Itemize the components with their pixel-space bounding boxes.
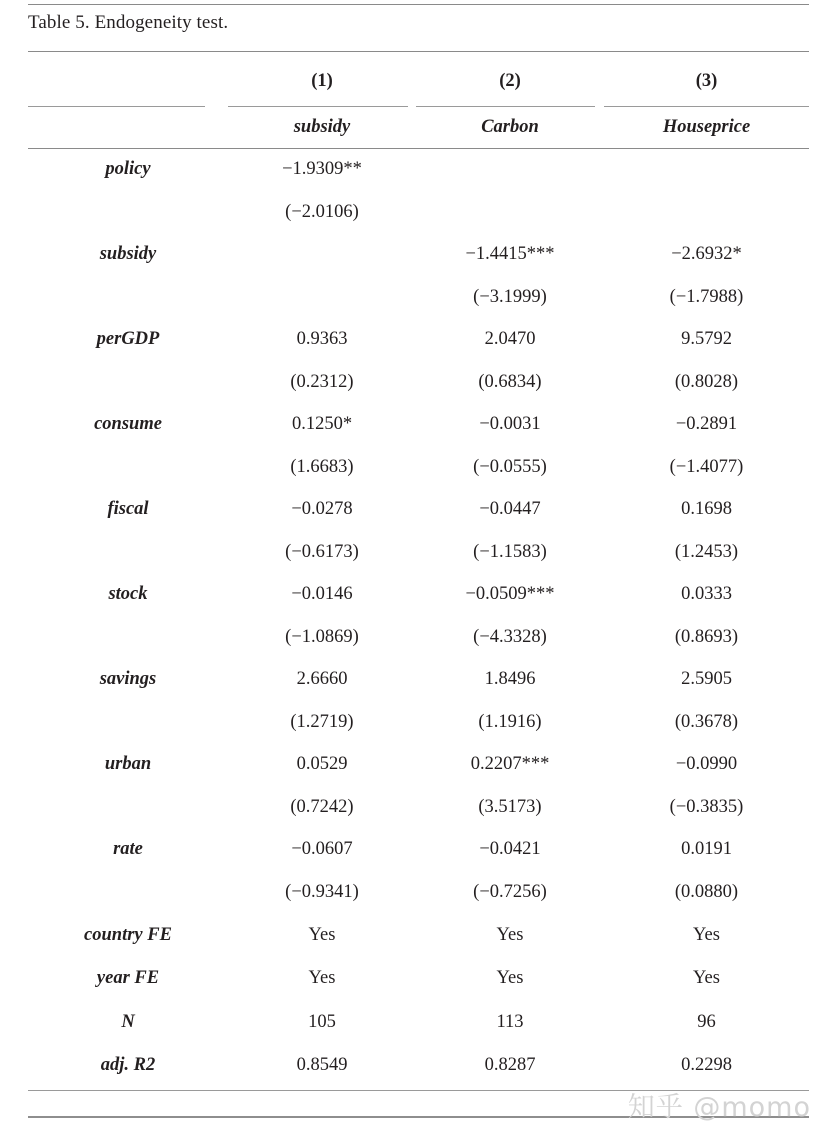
cell-pergdp-3: 9.5792 [681, 329, 732, 349]
row-label-n: N [121, 1011, 135, 1032]
cell-n-1: 105 [308, 1011, 336, 1032]
cell-year-fe-3: Yes [693, 968, 720, 988]
table-row [28, 148, 809, 191]
table-row [28, 828, 809, 871]
cell-savings-3: 2.5905 [681, 669, 732, 689]
table-row [28, 403, 809, 446]
cell-adj-r2-1: 0.8549 [296, 1055, 348, 1075]
column-name-carbon: Carbon [481, 116, 539, 137]
cell-urban-se-1: (0.7242) [290, 796, 354, 817]
cell-stock-1: −0.0146 [291, 584, 353, 604]
row-label-policy: policy [105, 159, 151, 179]
cell-rate-se-3: (0.0880) [674, 881, 739, 902]
cell-rate-2: −0.0421 [479, 839, 541, 859]
row-label-pergdp: perGDP [96, 329, 160, 349]
cell-adj-r2-2: 0.8287 [484, 1055, 536, 1075]
cell-fiscal-se-1: (−0.6173) [285, 541, 359, 562]
table-row [28, 743, 809, 786]
cell-fiscal-1: −0.0278 [291, 499, 353, 519]
column-name-subsidy: subsidy [293, 116, 351, 137]
cell-year-fe-2: Yes [496, 968, 524, 988]
cell-urban-3: −0.0990 [675, 754, 738, 774]
cell-year-fe-1: Yes [308, 968, 336, 988]
cell-stock-se-1: (−1.0869) [285, 626, 359, 647]
cell-stock-se-3: (0.8693) [674, 626, 739, 647]
cell-country-fe-3: Yes [693, 924, 720, 945]
table-row-se [28, 786, 809, 829]
row-label-savings: savings [99, 669, 157, 689]
cell-adj-r2-3: 0.2298 [681, 1055, 732, 1075]
rule-top [28, 4, 809, 5]
cell-fiscal-3: 0.1698 [681, 499, 732, 519]
cell-subsidy-3: −2.6932* [671, 244, 742, 264]
column-header-1: (1) [311, 70, 333, 91]
table-row [28, 658, 809, 701]
row-label-urban: urban [104, 754, 152, 774]
table-row-se [28, 871, 809, 914]
row-label-country-fe: country FE [84, 924, 172, 945]
rule-bottom-thin [28, 1090, 809, 1091]
cell-rate-3: 0.0191 [681, 839, 732, 859]
table-row-se [28, 701, 809, 744]
column-name-houseprice: Houseprice [662, 116, 751, 137]
cell-rate-se-2: (−0.7256) [473, 881, 547, 902]
table-row-se [28, 616, 809, 659]
table-row-se [28, 446, 809, 489]
table-row [28, 1044, 809, 1088]
row-label-fiscal: fiscal [107, 499, 149, 519]
cell-subsidy-2: −1.4415*** [465, 244, 555, 264]
cell-pergdp-se-1: (0.2312) [290, 371, 354, 392]
cell-pergdp-se-3: (0.8028) [674, 371, 739, 392]
column-header-2: (2) [499, 70, 521, 91]
cell-consume-se-3: (−1.4077) [669, 456, 744, 477]
cell-subsidy-se-3: (−1.7988) [669, 286, 744, 307]
cell-savings-1: 2.6660 [296, 669, 348, 689]
cell-subsidy-se-2: (−3.1999) [473, 286, 547, 307]
table-header-number-row [28, 56, 809, 106]
cell-policy-se-1: (−2.0106) [285, 201, 359, 222]
cell-fiscal-2: −0.0447 [479, 499, 541, 519]
row-label-subsidy: subsidy [99, 244, 157, 264]
row-label-year-fe: year FE [96, 968, 160, 988]
cell-policy-1: −1.9309** [282, 159, 362, 179]
cell-stock-3: 0.0333 [681, 584, 732, 604]
row-label-stock: stock [108, 584, 148, 604]
cell-consume-3: −0.2891 [675, 414, 738, 434]
cell-rate-se-1: (−0.9341) [285, 881, 359, 902]
table-row [28, 913, 809, 957]
cell-consume-se-1: (1.6683) [290, 456, 354, 477]
table-row-se [28, 276, 809, 319]
cell-urban-se-3: (−0.3835) [669, 796, 744, 817]
row-label-rate: rate [113, 839, 143, 859]
cell-fiscal-se-3: (1.2453) [674, 541, 739, 562]
rule-under-caption [28, 51, 809, 52]
table-caption: Table 5. Endogeneity test. [28, 12, 229, 33]
table-row-se [28, 191, 809, 234]
cell-savings-se-1: (1.2719) [290, 711, 354, 732]
table-header-name-row [28, 106, 809, 148]
cell-savings-se-2: (1.1916) [478, 711, 542, 732]
cell-urban-se-2: (3.5173) [478, 796, 542, 817]
row-label-consume: consume [94, 414, 162, 434]
cell-consume-2: −0.0031 [479, 414, 541, 434]
rule-bottom-thick [28, 1116, 809, 1118]
cell-country-fe-2: Yes [496, 924, 524, 945]
cell-urban-1: 0.0529 [296, 754, 348, 774]
cell-country-fe-1: Yes [308, 924, 336, 945]
table-row [28, 318, 809, 361]
cell-pergdp-2: 2.0470 [484, 329, 536, 349]
table-row-se [28, 361, 809, 404]
table-row [28, 957, 809, 1001]
cell-stock-se-2: (−4.3328) [473, 626, 547, 647]
table-row [28, 1000, 809, 1044]
cell-savings-se-3: (0.3678) [674, 711, 739, 732]
table-row [28, 488, 809, 531]
cell-fiscal-se-2: (−1.1583) [473, 541, 547, 562]
table-grid [28, 56, 809, 1087]
row-label-adj-r2: adj. R2 [100, 1055, 156, 1075]
cell-stock-2: −0.0509*** [465, 584, 555, 604]
watermark: 知乎 @momo [627, 1092, 811, 1123]
column-header-3: (3) [695, 70, 718, 91]
cell-consume-1: 0.1250* [291, 414, 353, 434]
cell-consume-se-2: (−0.0555) [473, 456, 547, 477]
cell-savings-2: 1.8496 [484, 669, 536, 689]
cell-pergdp-1: 0.9363 [296, 329, 348, 349]
table-row [28, 573, 809, 616]
cell-n-2: 113 [496, 1011, 524, 1032]
cell-n-3: 96 [697, 1011, 716, 1032]
cell-urban-2: 0.2207*** [470, 754, 550, 774]
table-row [28, 233, 809, 276]
table-row-se [28, 531, 809, 574]
cell-rate-1: −0.0607 [291, 839, 353, 859]
cell-pergdp-se-2: (0.6834) [478, 371, 542, 392]
